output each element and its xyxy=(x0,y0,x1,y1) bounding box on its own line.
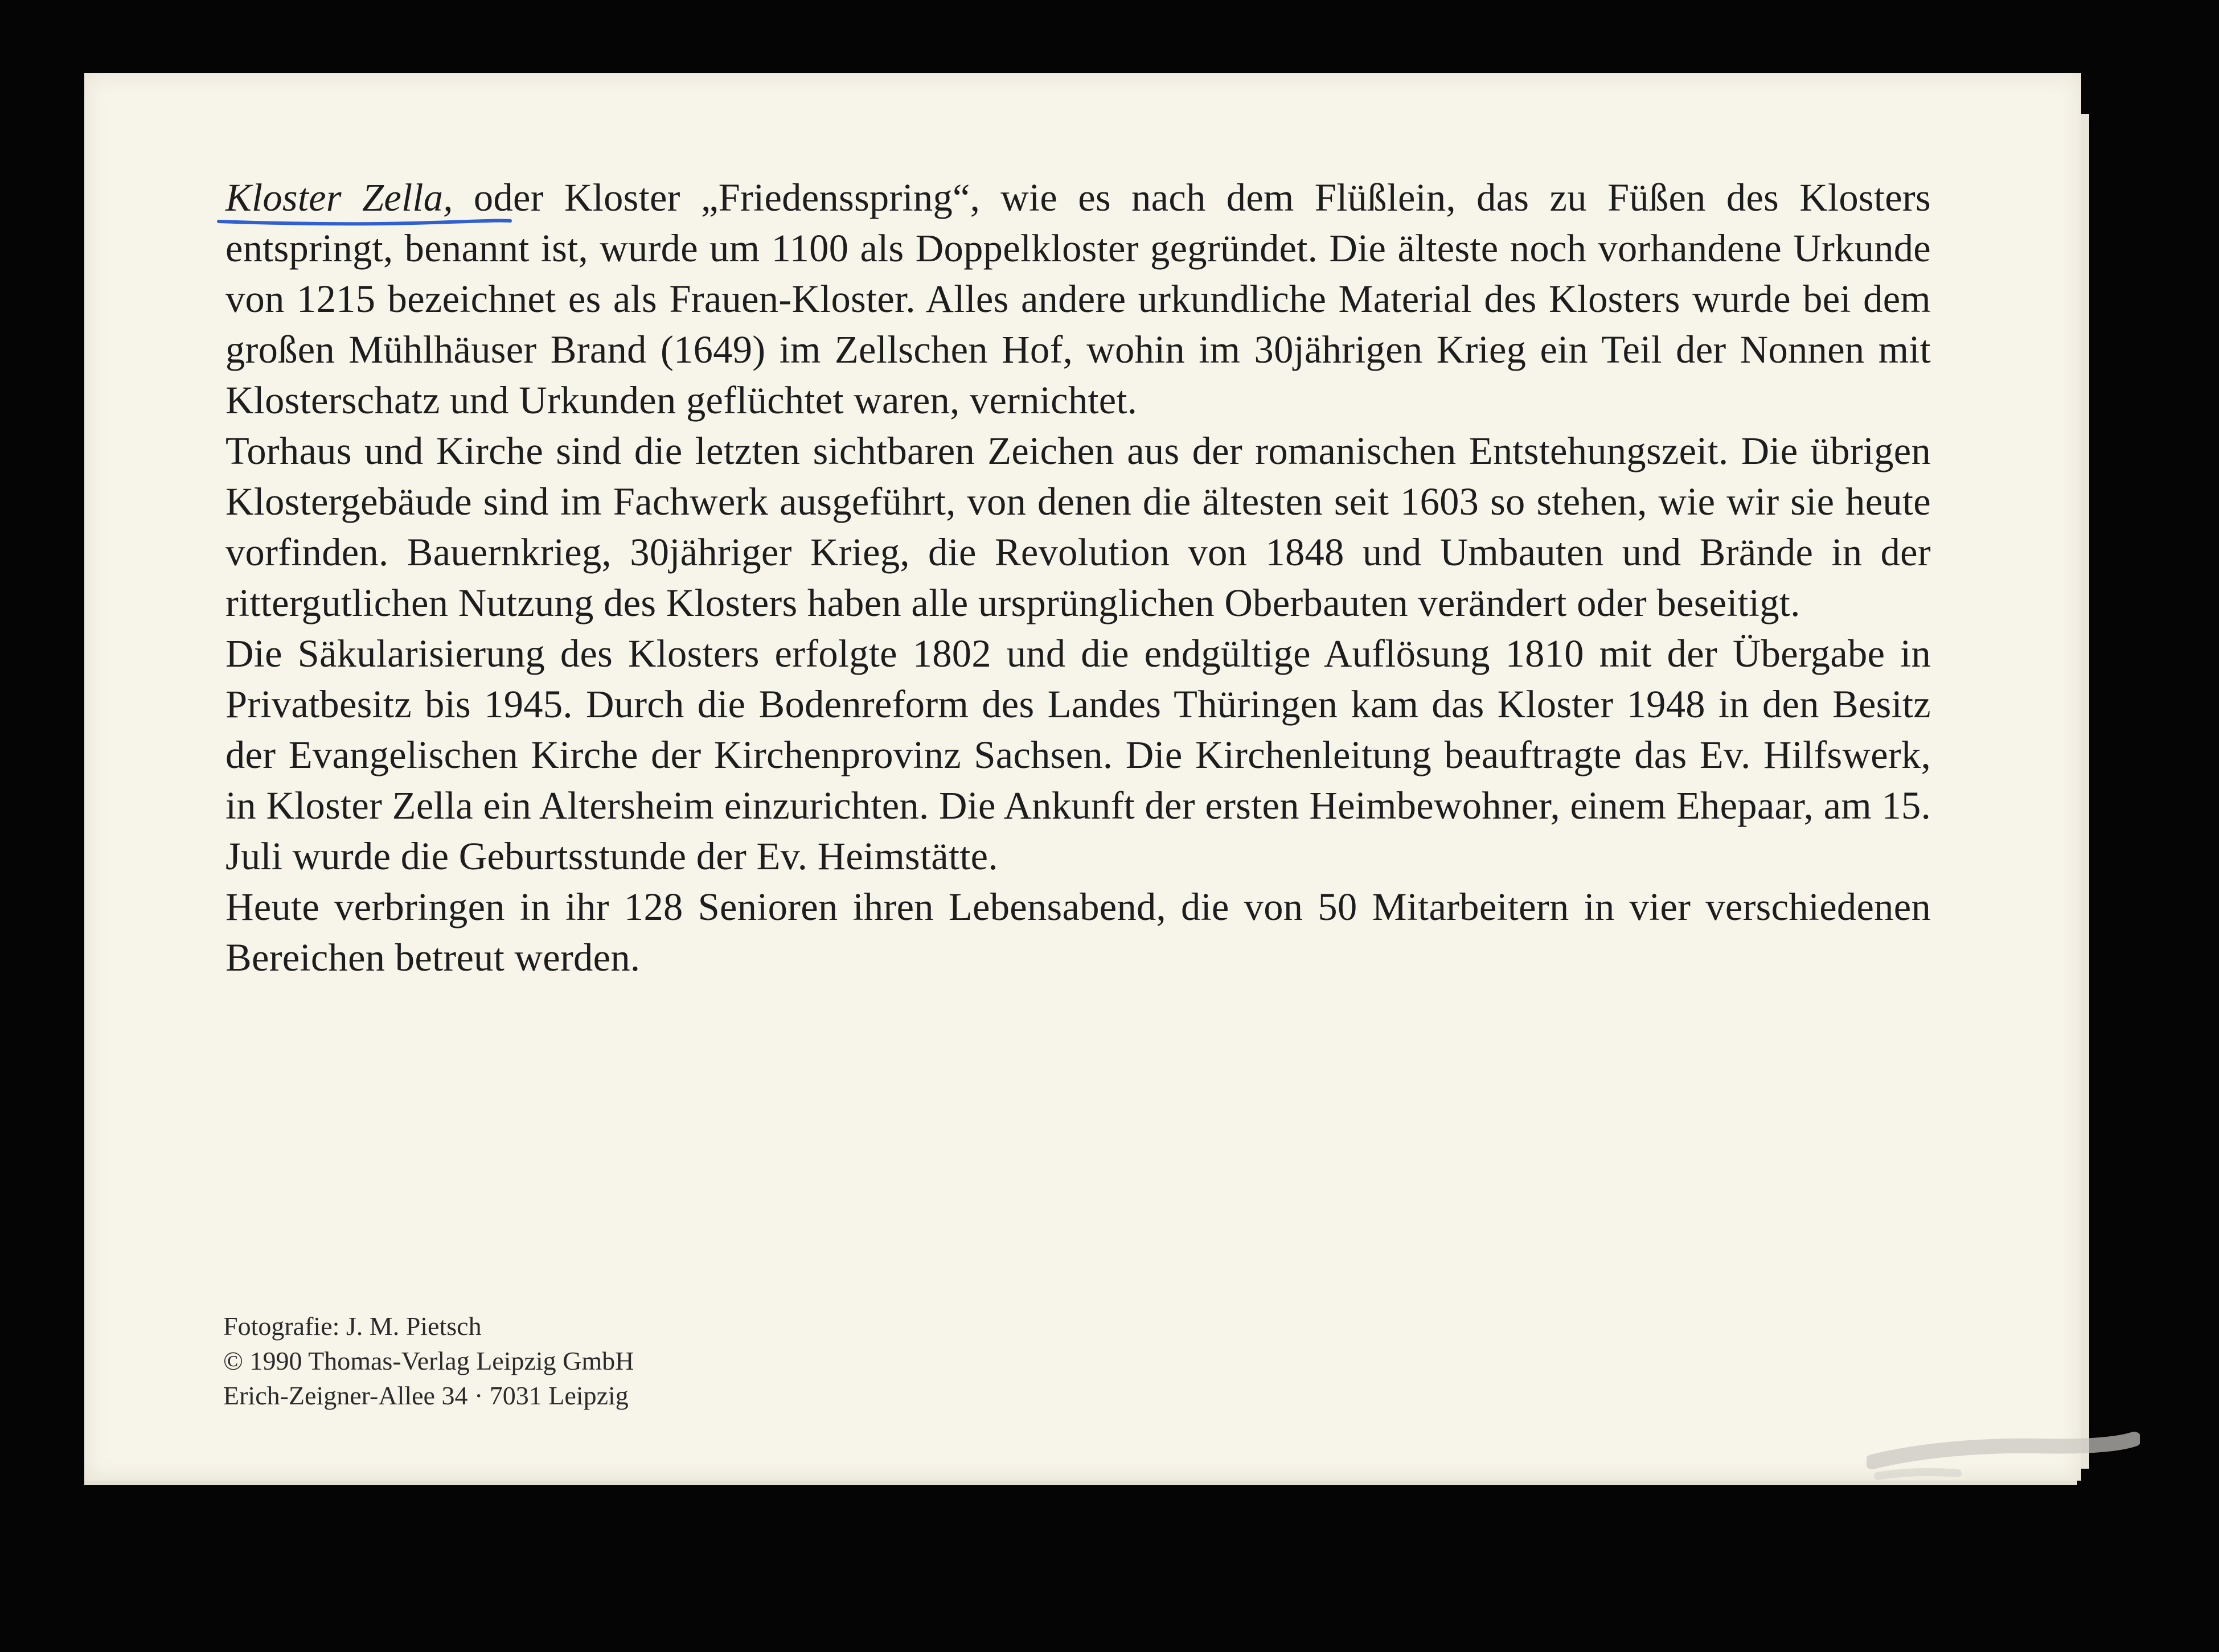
pen-underline-mark xyxy=(216,216,512,227)
paragraph-2: Torhaus und Kirche sind die letzten sichtbaren Zeichen aus der romanischen Entstehungszeit. Die übrigen Klostergebäude sind im Fachwerk ausgeführt, von denen die ältesten seit 1603 so stehen, wie wir sie heute vorfinden. Bauernkrieg, 30jähriger Krieg, die Revolution von 1848 und Umbauten und Brände in der rittergutlichen Nutzung des Klosters haben alle ursprünglichen Oberbauten verändert oder beseitigt. xyxy=(225,429,1931,624)
card-edge-right xyxy=(2081,114,2089,1469)
paragraph-3: Die Säkularisierung des Klosters erfolgte 1802 und die endgültige Auflösung 1810 mit der Übergabe in Privatbesitz bis 1945. Durch die Bodenreform des Landes Thüringen kam das Kloster 1948 in den Besitz der Evangelischen Kirche der Kirchenprovinz Sachsen. Die Kirchenleitung beauftragte das Ev. Hilfswerk, in Kloster Zella ein Altersheim einzurichten. Die Ankunft der ersten Heimbewohner, einem Ehepaar, am 15. Juli wurde die Geburtsstunde der Ev. Heimstätte. xyxy=(225,632,1931,878)
paragraph-1 xyxy=(225,172,1931,426)
photo-credit: Fotografie: J. M. Pietsch xyxy=(223,1312,482,1341)
body-text xyxy=(225,172,1931,983)
imprint xyxy=(223,1309,634,1413)
lead-title: Kloster Zella, xyxy=(225,176,453,219)
copyright-line: © 1990 Thomas-Verlag Leipzig GmbH xyxy=(223,1346,634,1375)
publisher-address: Erich-Zeigner-Allee 34 · 7031 Leipzig xyxy=(223,1381,629,1410)
postcard-back xyxy=(84,73,2081,1481)
gray-smudge-mark xyxy=(1867,1422,2140,1490)
paragraph-4: Heute verbringen in ihr 128 Senioren ihren Lebensabend, die von 50 Mitarbeitern in vier verschiedenen Bereichen betreut werden. xyxy=(225,885,1931,979)
paragraph-1-text: oder Kloster „Friedensspring“, wie es nach dem Flüßlein, das zu Füßen des Klosters entspringt, benannt ist, wurde um 1100 als Doppelkloster gegründet. Die älteste noch vorhandene Urkunde von 1215 bezeichnet es als Frauen-Kloster. Alles andere urkundliche Material des Klosters wurde bei dem großen Mühlhäuser Brand (1649) im Zellschen Hof, wohin im 30jährigen Krieg ein Teil der Nonnen mit Klosterschatz und Urkunden geflüchtet waren, vernichtet. xyxy=(225,176,1931,422)
card-edge-bottom xyxy=(84,1481,2077,1485)
